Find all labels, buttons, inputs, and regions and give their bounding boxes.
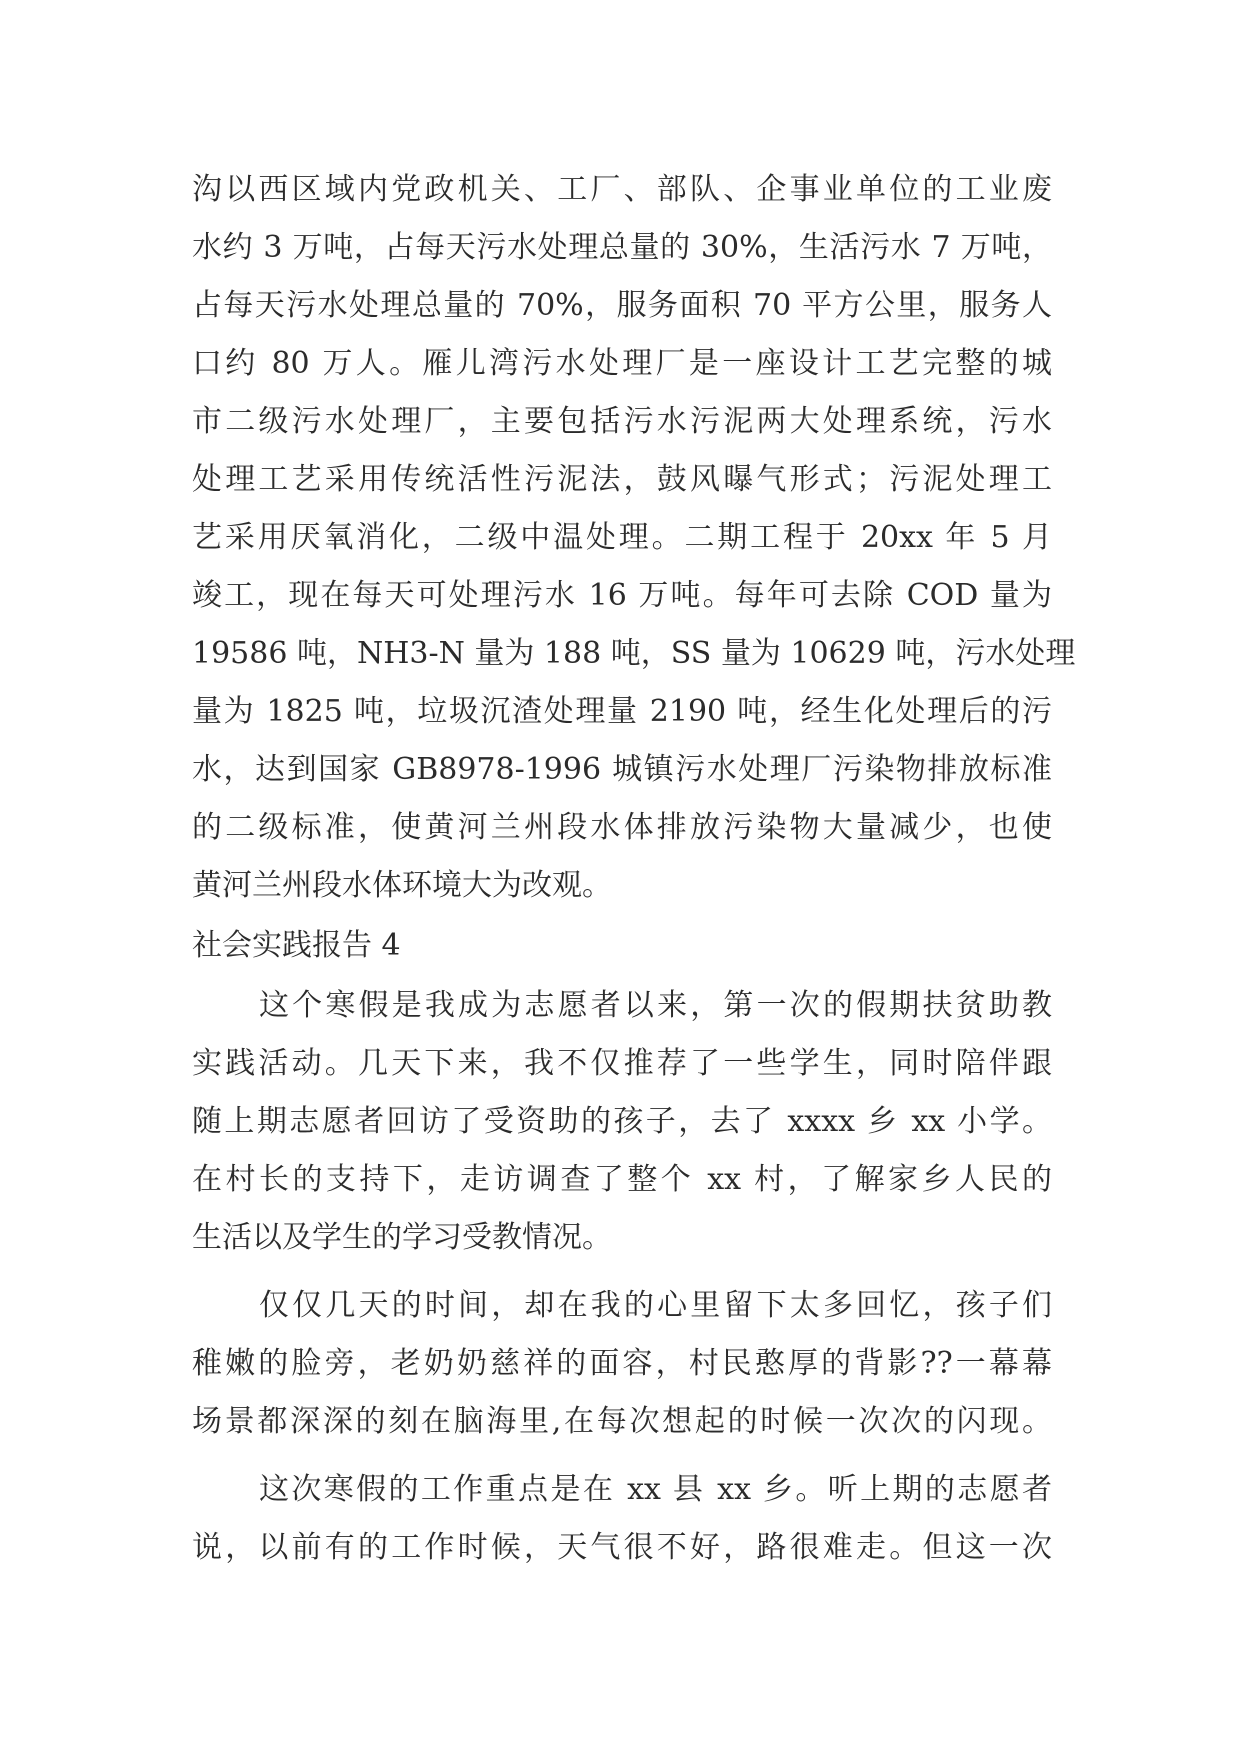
text-line: 艺采用厌氧消化，二级中温处理。二期工程于 20xx 年 5 月 bbox=[192, 520, 1052, 555]
paragraph-2 bbox=[192, 1277, 1052, 1451]
text-line: 的二级标准，使黄河兰州段水体排放污染物大量减少，也使 bbox=[192, 810, 1052, 845]
text-line: 市二级污水处理厂，主要包括污水污泥两大处理系统，污水 bbox=[192, 404, 1052, 439]
text-line: 沟以西区域内党政机关、工厂、部队、企事业单位的工业废 bbox=[192, 172, 1052, 207]
text-line: 这个寒假是我成为志愿者以来，第一次的假期扶贫助教 bbox=[259, 988, 1052, 1023]
text-line: 仅仅几天的时间，却在我的心里留下太多回忆，孩子们 bbox=[259, 1288, 1052, 1323]
text-line: 水约 3 万吨，占每天污水处理总量的 30%，生活污水 7 万吨， bbox=[192, 230, 1052, 265]
text-line: 口约 80 万人。雁儿湾污水处理厂是一座设计工艺完整的城 bbox=[192, 346, 1052, 381]
text-line: 说，以前有的工作时候，天气很不好，路很难走。但这一次 bbox=[192, 1530, 1052, 1565]
text-line: 随上期志愿者回访了受资助的孩子，去了 xxxx 乡 xx 小学。 bbox=[192, 1104, 1052, 1139]
text-line: 稚嫩的脸旁，老奶奶慈祥的面容，村民憨厚的背影??一幕幕 bbox=[192, 1346, 1052, 1381]
paragraph-continued bbox=[192, 161, 1076, 915]
text-line: 处理工艺采用传统活性污泥法，鼓风曝气形式；污泥处理工 bbox=[192, 462, 1052, 497]
section-heading: 社会实践报告 4 bbox=[192, 928, 401, 963]
text-line: 在村长的支持下，走访调查了整个 xx 村，了解家乡人民的 bbox=[192, 1162, 1052, 1197]
paragraph-3 bbox=[192, 1461, 1052, 1577]
paragraph-1 bbox=[192, 977, 1052, 1267]
text-line: 水，达到国家 GB8978-1996 城镇污水处理厂污染物排放标准 bbox=[192, 752, 1052, 787]
text-line: 竣工，现在每天可处理污水 16 万吨。每年可去除 COD 量为 bbox=[192, 578, 1052, 613]
text-line: 黄河兰州段水体环境大为改观。 bbox=[192, 868, 612, 903]
text-line: 实践活动。几天下来，我不仅推荐了一些学生，同时陪伴跟 bbox=[192, 1046, 1052, 1081]
text-line: 19586 吨，NH3-N 量为 188 吨，SS 量为 10629 吨，污水处理 bbox=[192, 636, 1076, 671]
text-column bbox=[192, 161, 1076, 1577]
text-line: 生活以及学生的学习受教情况。 bbox=[192, 1220, 612, 1255]
text-line: 量为 1825 吨，垃圾沉渣处理量 2190 吨，经生化处理后的污 bbox=[192, 694, 1052, 729]
text-line: 这次寒假的工作重点是在 xx 县 xx 乡。听上期的志愿者 bbox=[259, 1472, 1052, 1507]
text-line: 场景都深深的刻在脑海里,在每次想起的时候一次次的闪现。 bbox=[192, 1404, 1052, 1439]
text-line: 占每天污水处理总量的 70%，服务面积 70 平方公里，服务人 bbox=[192, 288, 1052, 323]
